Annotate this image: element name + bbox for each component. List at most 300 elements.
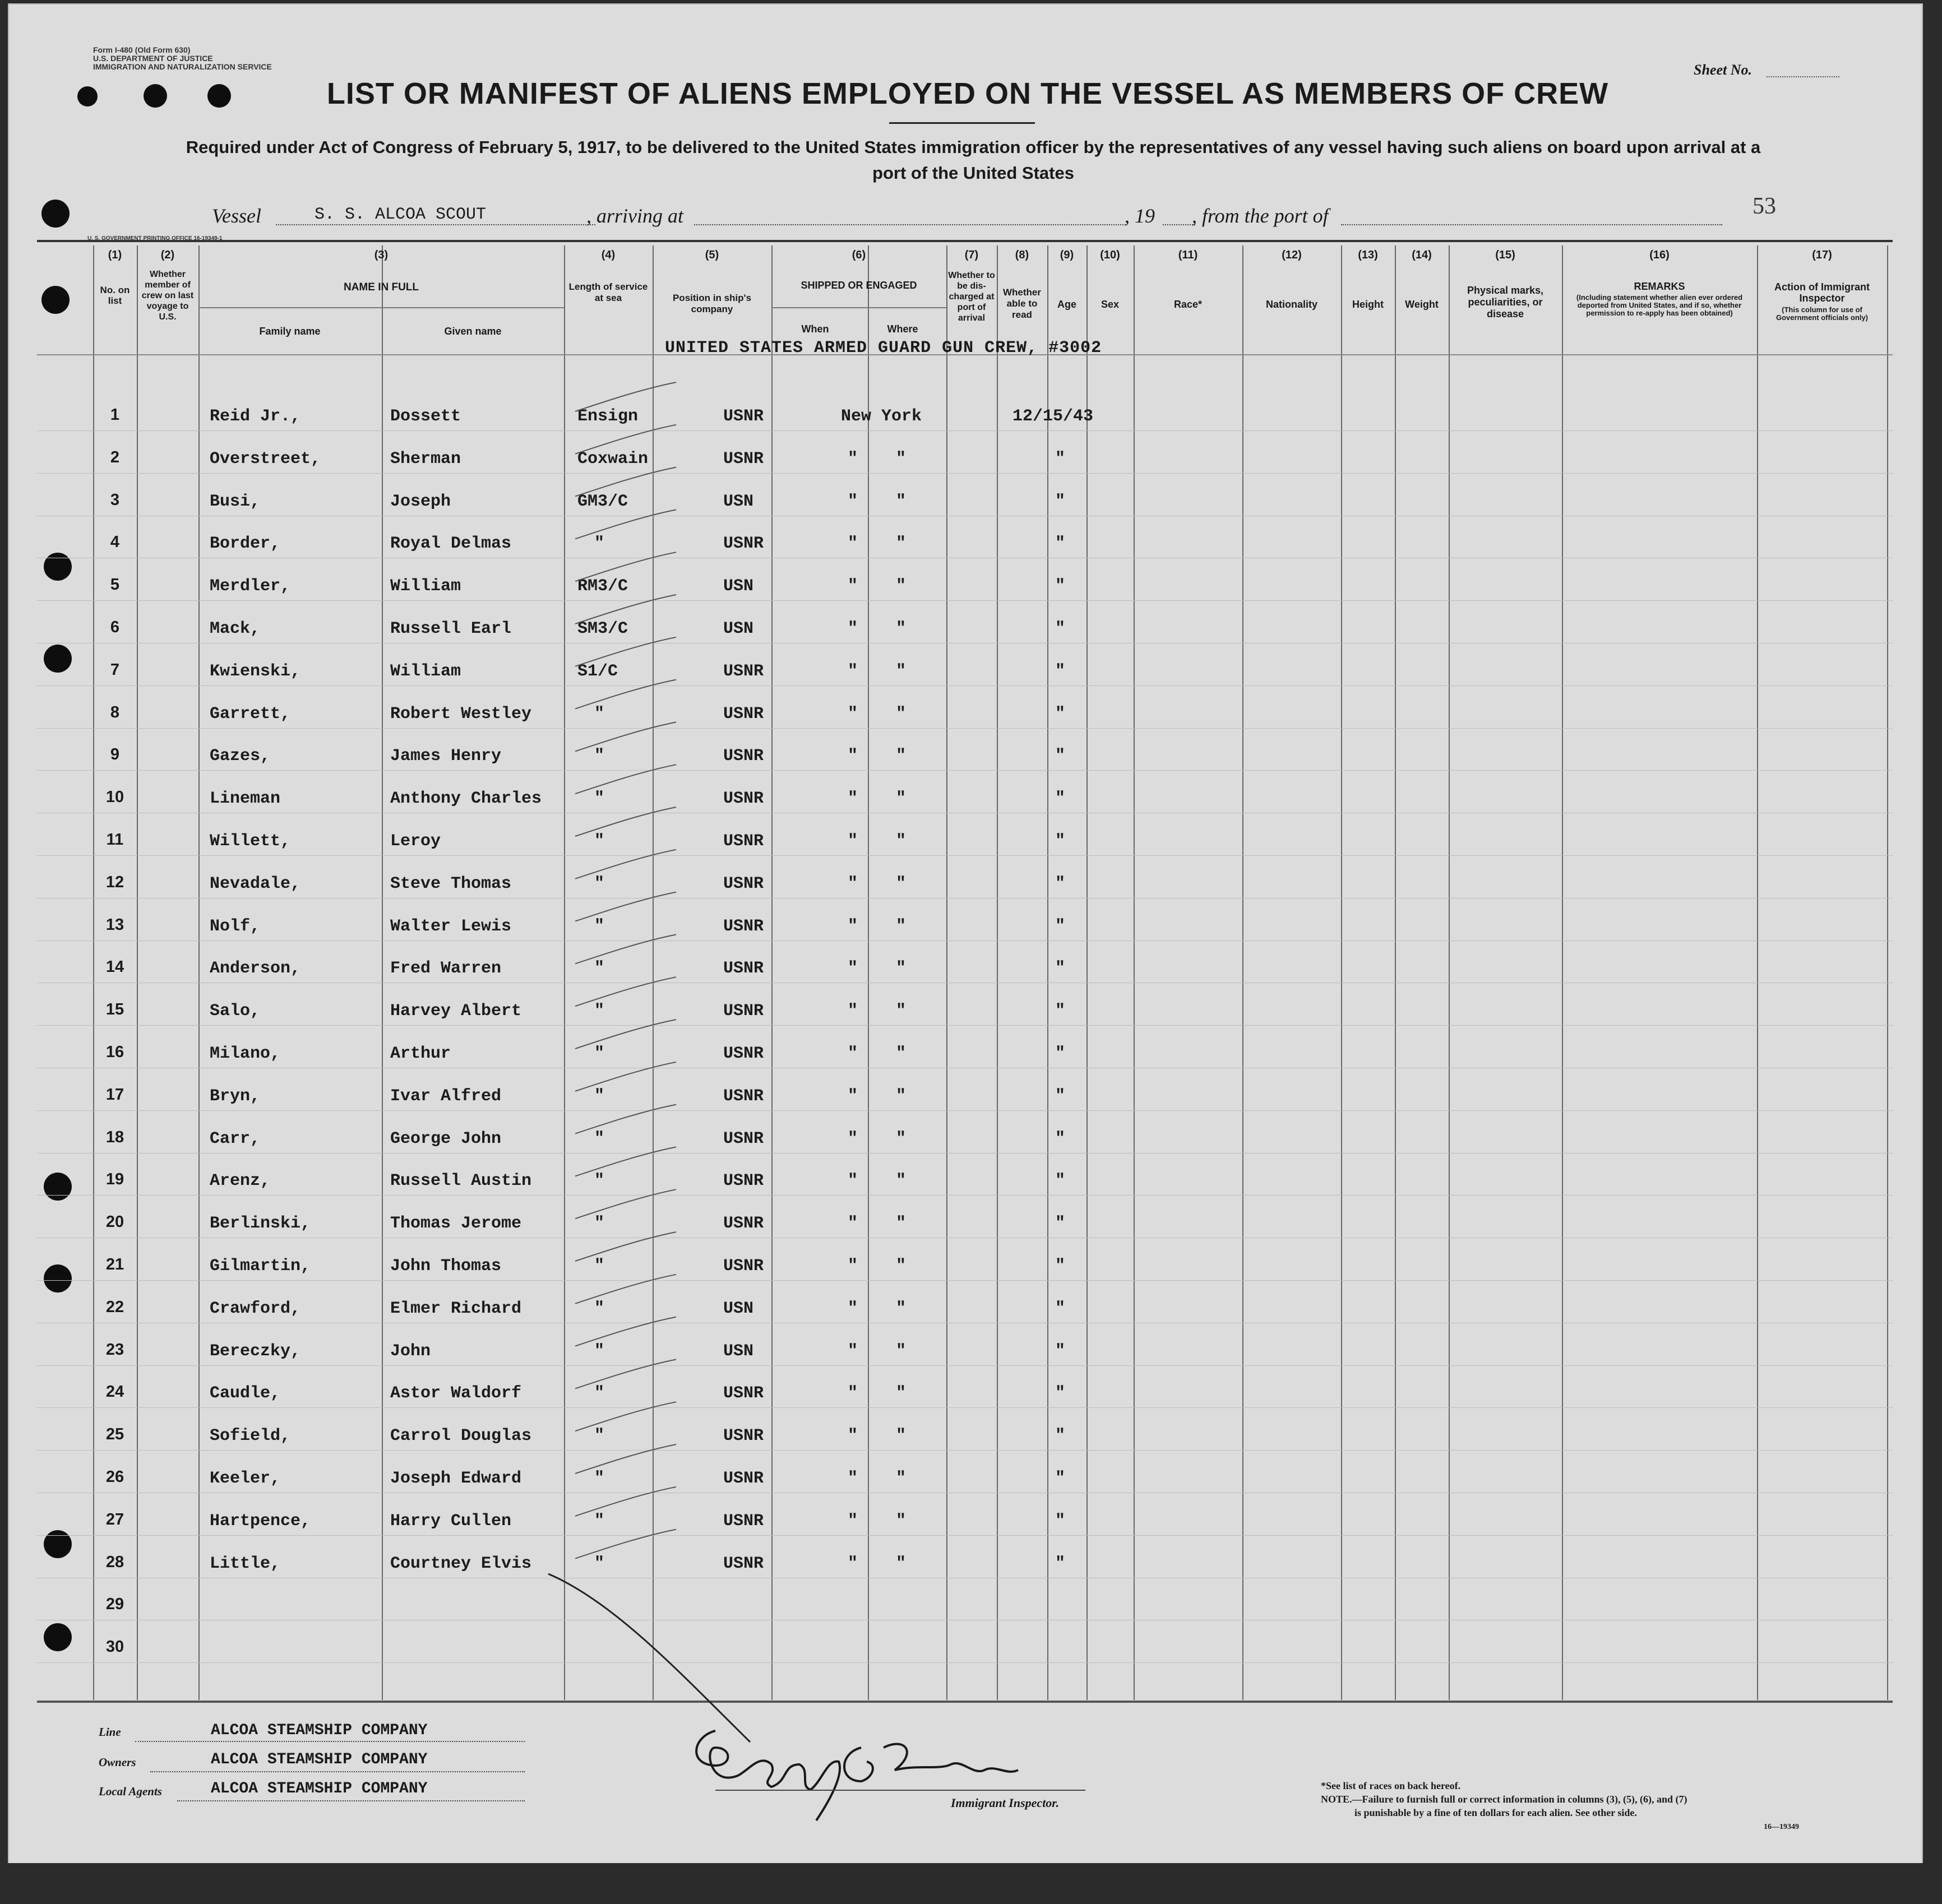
row-service-cell: " — [594, 874, 605, 893]
column-number: (12) — [1282, 249, 1302, 261]
row-rule — [37, 430, 1893, 431]
row-date-cell: 12/15/43 — [1012, 407, 1094, 426]
row-where-cell: " — [896, 619, 907, 638]
row-number: 24 — [105, 1383, 124, 1401]
row-where-cell: " — [896, 832, 907, 851]
row-rule — [37, 1450, 1893, 1451]
row-when-cell: " — [848, 1299, 858, 1318]
column-number: (9) — [1060, 249, 1074, 261]
row-service-cell: " — [594, 1214, 605, 1234]
sheet-number-field[interactable] — [1767, 76, 1839, 77]
line-label: Line — [99, 1725, 121, 1739]
row-where-cell: " — [896, 874, 907, 893]
check-mark — [575, 595, 676, 624]
check-mark — [575, 977, 676, 1006]
column-number: (5) — [705, 249, 719, 261]
row-position-cell: USNR — [723, 661, 764, 681]
row-where-cell: " — [896, 492, 907, 511]
column-divider — [946, 245, 947, 1700]
row-date-cell: " — [1055, 1511, 1066, 1531]
row-service-cell: " — [594, 704, 605, 724]
row-rule — [37, 1535, 1893, 1536]
column-number: (2) — [160, 249, 175, 261]
row-number: 25 — [105, 1425, 124, 1444]
row-given-cell: Russell Austin — [390, 1171, 532, 1191]
row-position-cell: USNR — [723, 1257, 764, 1276]
column-number: (15) — [1495, 249, 1515, 261]
row-position-cell: USNR — [723, 1384, 764, 1403]
vessel-name-field[interactable]: S. S. ALCOA SCOUT — [315, 205, 487, 224]
column-header-read: Whether able to read — [1003, 287, 1041, 320]
from-port-field[interactable] — [1341, 224, 1722, 225]
row-where-cell: " — [896, 959, 907, 979]
column-header-remarks: REMARKS — [1634, 281, 1685, 292]
row-family-cell: Bereczky, — [210, 1341, 301, 1361]
row-when-cell: " — [848, 789, 858, 809]
row-when-cell: " — [848, 661, 858, 681]
row-position-cell: USN — [723, 1299, 754, 1318]
punch-hole-icon — [44, 1264, 72, 1293]
row-service-cell: " — [594, 1341, 605, 1361]
row-given-cell: John Thomas — [390, 1257, 502, 1276]
row-rule — [37, 473, 1893, 474]
row-where-cell: " — [896, 1469, 907, 1488]
row-date-cell: " — [1055, 1257, 1066, 1276]
row-family-cell: Border, — [210, 534, 281, 554]
vessel-name-line — [276, 224, 595, 225]
row-number: 20 — [105, 1213, 124, 1231]
row-position-cell: USNR — [723, 1002, 764, 1021]
punch-hole-icon — [144, 84, 167, 108]
row-service-cell: " — [594, 1129, 605, 1148]
punch-hole-icon — [207, 84, 231, 108]
column-header-discharged: Whether to be dis-charged at port of arrival — [948, 271, 995, 323]
row-where-cell: " — [896, 1426, 907, 1446]
row-family-cell: Nevadale, — [210, 874, 301, 893]
column-header-when: When — [801, 323, 829, 335]
row-where-cell: " — [896, 1171, 907, 1191]
row-family-cell: Berlinski, — [210, 1214, 311, 1234]
row-given-cell: Harvey Albert — [390, 1002, 522, 1021]
row-date-cell: " — [1055, 747, 1066, 766]
row-service-cell: GM3/C — [577, 492, 628, 511]
row-where-cell: " — [896, 661, 907, 681]
row-family-cell: Gilmartin, — [210, 1257, 311, 1276]
row-date-cell: " — [1055, 959, 1066, 979]
column-divider — [137, 245, 138, 1700]
row-date-cell: " — [1055, 661, 1066, 681]
row-number: 7 — [110, 660, 120, 679]
column-divider — [868, 245, 869, 1700]
column-divider — [771, 245, 773, 1700]
check-mark — [575, 1189, 676, 1219]
row-when-cell: " — [848, 577, 858, 596]
row-date-cell: " — [1055, 1299, 1066, 1318]
column-number: (10) — [1100, 249, 1120, 261]
row-family-cell: Garrett, — [210, 704, 291, 724]
row-position-cell: USNR — [723, 534, 764, 554]
row-family-cell: Caudle, — [210, 1384, 281, 1403]
arriving-label: , arriving at — [586, 205, 684, 227]
row-position-cell: USNR — [723, 1129, 764, 1148]
row-position-cell: USN — [723, 619, 754, 638]
row-position-cell: USNR — [723, 789, 764, 809]
row-family-cell: Carr, — [210, 1129, 261, 1148]
row-where-cell: " — [896, 704, 907, 724]
row-family-cell: Merdler, — [210, 577, 291, 596]
printing-office-note: U. S. GOVERNMENT PRINTING OFFICE 16-19349-1 — [87, 235, 223, 242]
row-position-cell: USNR — [723, 832, 764, 851]
row-when-cell: " — [848, 534, 858, 554]
row-number: 13 — [105, 915, 124, 934]
check-mark — [575, 1359, 676, 1388]
row-number: 28 — [105, 1553, 124, 1571]
column-number: (1) — [108, 249, 122, 261]
column-number: (16) — [1649, 249, 1670, 261]
row-position-cell: USNR — [723, 874, 764, 893]
row-when-cell: " — [848, 747, 858, 766]
punch-hole-icon — [41, 286, 70, 314]
check-mark — [575, 1487, 676, 1516]
row-when-cell: " — [848, 959, 858, 979]
row-date-cell: " — [1055, 1002, 1066, 1021]
from-port-label: , from the port of — [1192, 205, 1329, 227]
check-mark — [575, 467, 676, 497]
column-divider — [1086, 245, 1088, 1700]
column-divider — [1449, 245, 1450, 1700]
punch-hole-icon — [41, 200, 70, 228]
row-date-cell: " — [1055, 1044, 1066, 1063]
row-given-cell: Sherman — [390, 449, 461, 469]
row-date-cell: " — [1055, 789, 1066, 809]
row-number: 17 — [105, 1085, 124, 1104]
row-service-cell: " — [594, 1044, 605, 1063]
row-service-cell: " — [594, 1002, 605, 1021]
manifest-sheet — [8, 3, 1923, 1865]
row-date-cell: " — [1055, 449, 1066, 469]
row-when-cell: " — [848, 1044, 858, 1063]
column-header-name: NAME IN FULL — [343, 281, 419, 293]
row-number: 10 — [105, 788, 124, 807]
column-header-family-name: Family name — [259, 326, 321, 337]
owners-underline — [150, 1771, 525, 1772]
owners-field[interactable]: ALCOA STEAMSHIP COMPANY — [211, 1751, 428, 1768]
row-given-cell: Carrol Douglas — [390, 1426, 532, 1446]
row-date-cell: " — [1055, 832, 1066, 851]
row-service-cell: " — [594, 1511, 605, 1531]
row-when-cell: " — [848, 832, 858, 851]
name-subheader-rule — [198, 307, 564, 308]
row-given-cell: Courtney Elvis — [390, 1554, 532, 1573]
row-given-cell: Anthony Charles — [390, 789, 542, 809]
form-number: Form I-480 (Old Form 630) — [93, 45, 191, 54]
agents-underline — [177, 1800, 525, 1801]
row-number: 30 — [105, 1638, 124, 1656]
row-family-cell: Hartpence, — [210, 1511, 311, 1531]
vessel-label: Vessel — [212, 205, 261, 227]
row-given-cell: Joseph — [390, 492, 451, 511]
row-where-cell: " — [896, 1384, 907, 1403]
row-date-cell: " — [1055, 1214, 1066, 1234]
row-family-cell: Salo, — [210, 1002, 261, 1021]
row-date-cell: " — [1055, 1171, 1066, 1191]
check-mark — [575, 425, 676, 454]
row-when-cell: " — [848, 704, 858, 724]
row-number: 16 — [105, 1043, 124, 1061]
row-rule — [37, 728, 1893, 729]
row-position-cell: USNR — [723, 1511, 764, 1531]
row-rule — [37, 1407, 1893, 1408]
row-service-cell: " — [594, 959, 605, 979]
row-when-cell: " — [848, 1426, 858, 1446]
row-position-cell: USNR — [723, 1469, 764, 1488]
row-position-cell: USN — [723, 1341, 754, 1361]
subtitle-line: port of the United States — [872, 163, 1074, 183]
check-mark — [575, 680, 676, 709]
check-mark — [575, 807, 676, 836]
row-service-cell: " — [594, 747, 605, 766]
column-divider — [1134, 245, 1135, 1700]
check-mark — [575, 382, 676, 411]
column-divider — [382, 245, 383, 1700]
row-when-cell: " — [848, 449, 858, 469]
shipped-subheader-rule — [771, 307, 946, 308]
column-number: (4) — [601, 249, 616, 261]
row-given-cell: Walter Lewis — [390, 916, 512, 936]
service-name: IMMIGRATION AND NATURALIZATION SERVICE — [93, 62, 272, 71]
row-rule — [37, 685, 1893, 686]
check-mark — [575, 1147, 676, 1176]
check-mark — [575, 1444, 676, 1474]
header-rule — [37, 240, 1893, 242]
agents-field[interactable]: ALCOA STEAMSHIP COMPANY — [211, 1780, 428, 1798]
row-when-cell: " — [848, 1341, 858, 1361]
row-service-cell: " — [594, 1299, 605, 1318]
row-when-cell: " — [848, 1171, 858, 1191]
row-where-cell: " — [896, 1086, 907, 1106]
page-subtitle — [121, 135, 1825, 186]
row-given-cell: Russell Earl — [390, 619, 512, 638]
row-service-cell: " — [594, 789, 605, 809]
check-mark — [575, 765, 676, 794]
form-code: 16—19349 — [1764, 1823, 1799, 1831]
row-where-cell: " — [896, 789, 907, 809]
row-family-cell: Lineman — [210, 789, 281, 809]
check-mark — [575, 934, 676, 963]
line-field[interactable]: ALCOA STEAMSHIP COMPANY — [211, 1722, 428, 1739]
row-rule — [37, 1025, 1893, 1026]
row-number: 23 — [105, 1340, 124, 1359]
row-number: 27 — [105, 1510, 124, 1528]
row-family-cell: Busi, — [210, 492, 261, 511]
row-family-cell: Willett, — [210, 832, 291, 851]
row-number: 11 — [106, 831, 124, 849]
check-mark — [575, 1105, 676, 1134]
column-header-previous-voyage: Whether member of crew on last voyage to U.S. — [141, 270, 194, 322]
column-number: (13) — [1358, 249, 1378, 261]
row-when-cell: " — [848, 1554, 858, 1573]
column-header-physical-marks: Physical marks, peculiarities, or disease — [1467, 285, 1544, 319]
arriving-at-field[interactable] — [694, 224, 1126, 225]
row-position-cell: USNR — [723, 1086, 764, 1106]
column-divider — [1887, 245, 1888, 1700]
column-divider — [1341, 245, 1342, 1700]
row-number: 9 — [110, 745, 120, 764]
row-number: 29 — [105, 1595, 124, 1614]
races-note: *See list of races on back hereof. — [1321, 1780, 1461, 1791]
row-service-cell: " — [594, 916, 605, 936]
row-given-cell: Elmer Richard — [390, 1299, 522, 1318]
row-service-cell: Coxwain — [577, 449, 649, 469]
row-date-cell: " — [1055, 619, 1066, 638]
row-given-cell: Astor Waldorf — [390, 1384, 522, 1403]
row-rule — [37, 1195, 1893, 1196]
row-where-cell: " — [896, 449, 907, 469]
column-header-where: Where — [887, 323, 918, 335]
column-header-position: Position in ship's company — [672, 293, 752, 314]
row-date-cell: " — [1055, 1469, 1066, 1488]
row-given-cell: John — [390, 1341, 431, 1361]
check-mark — [575, 1402, 676, 1431]
column-header-remarks-note: (Including statement whether alien ever ordered deported from United States, and if so, whether permission to re-apply has been obtained) — [1576, 293, 1743, 317]
check-mark — [575, 1317, 676, 1346]
page-title: LIST OR MANIFEST OF ALIENS EMPLOYED ON THE VESSEL AS MEMBERS OF CREW — [326, 77, 1609, 110]
row-date-cell: " — [1055, 577, 1066, 596]
row-given-cell: Arthur — [390, 1044, 451, 1063]
row-given-cell: Steve Thomas — [390, 874, 512, 893]
year-field[interactable] — [1163, 224, 1195, 225]
penalty-note-line: is punishable by a fine of ten dollars for each alien. See other side. — [1354, 1807, 1637, 1818]
column-header-shipped: SHIPPED OR ENGAGED — [801, 280, 917, 291]
row-rule — [37, 1365, 1893, 1366]
row-when-cell: " — [848, 1129, 858, 1148]
row-rule — [37, 855, 1893, 856]
punch-hole-icon — [44, 645, 72, 673]
row-where-cell: " — [896, 1129, 907, 1148]
row-where-cell: " — [896, 1511, 907, 1531]
row-service-cell: " — [594, 1384, 605, 1403]
row-date-cell: " — [1055, 1086, 1066, 1106]
punch-hole-icon — [44, 1173, 72, 1201]
row-number: 14 — [105, 958, 124, 976]
row-when-cell: " — [848, 1086, 858, 1106]
row-rule — [37, 1280, 1893, 1281]
row-family-cell: Nolf, — [210, 916, 261, 936]
row-family-cell: Arenz, — [210, 1171, 271, 1191]
row-where-cell: " — [896, 747, 907, 766]
row-position-cell: USN — [723, 577, 754, 596]
row-given-cell: Harry Cullen — [390, 1511, 512, 1531]
check-mark — [575, 552, 676, 581]
form-identification — [93, 46, 272, 71]
column-divider — [1047, 245, 1048, 1700]
column-header-weight: Weight — [1405, 299, 1439, 310]
row-given-cell: Ivar Alfred — [390, 1086, 502, 1106]
row-where-cell: " — [896, 1002, 907, 1021]
check-mark — [575, 722, 676, 751]
row-number: 1 — [110, 406, 120, 424]
column-number: (17) — [1812, 249, 1832, 261]
check-mark — [575, 850, 676, 879]
row-position-cell: USNR — [723, 1171, 764, 1191]
row-number: 8 — [110, 703, 120, 721]
row-where-cell: " — [896, 1044, 907, 1063]
check-marks — [564, 363, 687, 1596]
row-family-cell: Kwienski, — [210, 661, 301, 681]
column-header-no: No. on list — [100, 285, 130, 306]
row-service-cell: " — [594, 1426, 605, 1446]
row-date-cell: " — [1055, 916, 1066, 936]
row-family-cell: Crawford, — [210, 1299, 301, 1318]
row-service-cell: " — [594, 1086, 605, 1106]
row-where-cell: " — [896, 577, 907, 596]
row-position-cell: USNR — [723, 704, 764, 724]
column-divider — [1562, 245, 1563, 1700]
punch-hole-icon — [44, 553, 72, 581]
check-mark — [575, 892, 676, 921]
department-name: U.S. DEPARTMENT OF JUSTICE — [93, 54, 213, 63]
row-when-cell: " — [848, 1002, 858, 1021]
row-number: 4 — [110, 533, 120, 552]
line-underline — [135, 1741, 525, 1742]
row-date-cell: " — [1055, 1341, 1066, 1361]
section-banner: UNITED STATES ARMED GUARD GUN CREW, #3002 — [665, 339, 1102, 358]
column-divider — [198, 245, 200, 1700]
check-mark — [575, 1020, 676, 1049]
row-given-cell: Robert Westley — [390, 704, 532, 724]
row-position-cell: USNR — [723, 916, 764, 936]
row-given-cell: Thomas Jerome — [390, 1214, 522, 1234]
row-given-cell: Dossett — [390, 407, 461, 426]
row-number: 22 — [105, 1298, 124, 1316]
row-when-cell: " — [848, 874, 858, 893]
column-number: (14) — [1412, 249, 1432, 261]
row-date-cell: " — [1055, 492, 1066, 511]
column-divider — [93, 245, 94, 1700]
row-position-cell: USNR — [723, 449, 764, 469]
punch-hole-icon — [77, 86, 98, 106]
row-service-cell: S1/C — [577, 661, 618, 681]
column-number: (11) — [1178, 249, 1198, 261]
check-mark — [575, 637, 676, 666]
row-where-cell: " — [896, 1299, 907, 1318]
column-divider — [1242, 245, 1243, 1700]
column-number: (7) — [964, 249, 979, 261]
punch-hole-icon — [44, 1623, 72, 1651]
row-when-cell: " — [848, 1214, 858, 1234]
row-position-cell: USNR — [723, 747, 764, 766]
column-divider — [997, 245, 998, 1700]
row-given-cell: Fred Warren — [390, 959, 502, 979]
row-given-cell: Leroy — [390, 832, 441, 851]
column-number: (6) — [852, 249, 866, 261]
row-date-cell: " — [1055, 704, 1066, 724]
column-header-nationality: Nationality — [1265, 299, 1317, 310]
column-number: (8) — [1015, 249, 1029, 261]
column-divider — [1395, 245, 1396, 1700]
row-where-cell: " — [896, 1554, 907, 1573]
row-position-cell: USNR — [723, 1426, 764, 1446]
check-mark — [575, 1530, 676, 1559]
owners-label: Owners — [99, 1755, 136, 1769]
check-mark — [575, 1275, 676, 1304]
column-header-inspector-note: (This column for use of Government officials only) — [1776, 305, 1868, 322]
row-when-cell: " — [848, 492, 858, 511]
row-family-cell: Keeler, — [210, 1469, 281, 1488]
row-when-cell: " — [848, 1257, 858, 1276]
row-position-cell: USNR — [723, 407, 764, 426]
row-family-cell: Little, — [210, 1554, 281, 1573]
